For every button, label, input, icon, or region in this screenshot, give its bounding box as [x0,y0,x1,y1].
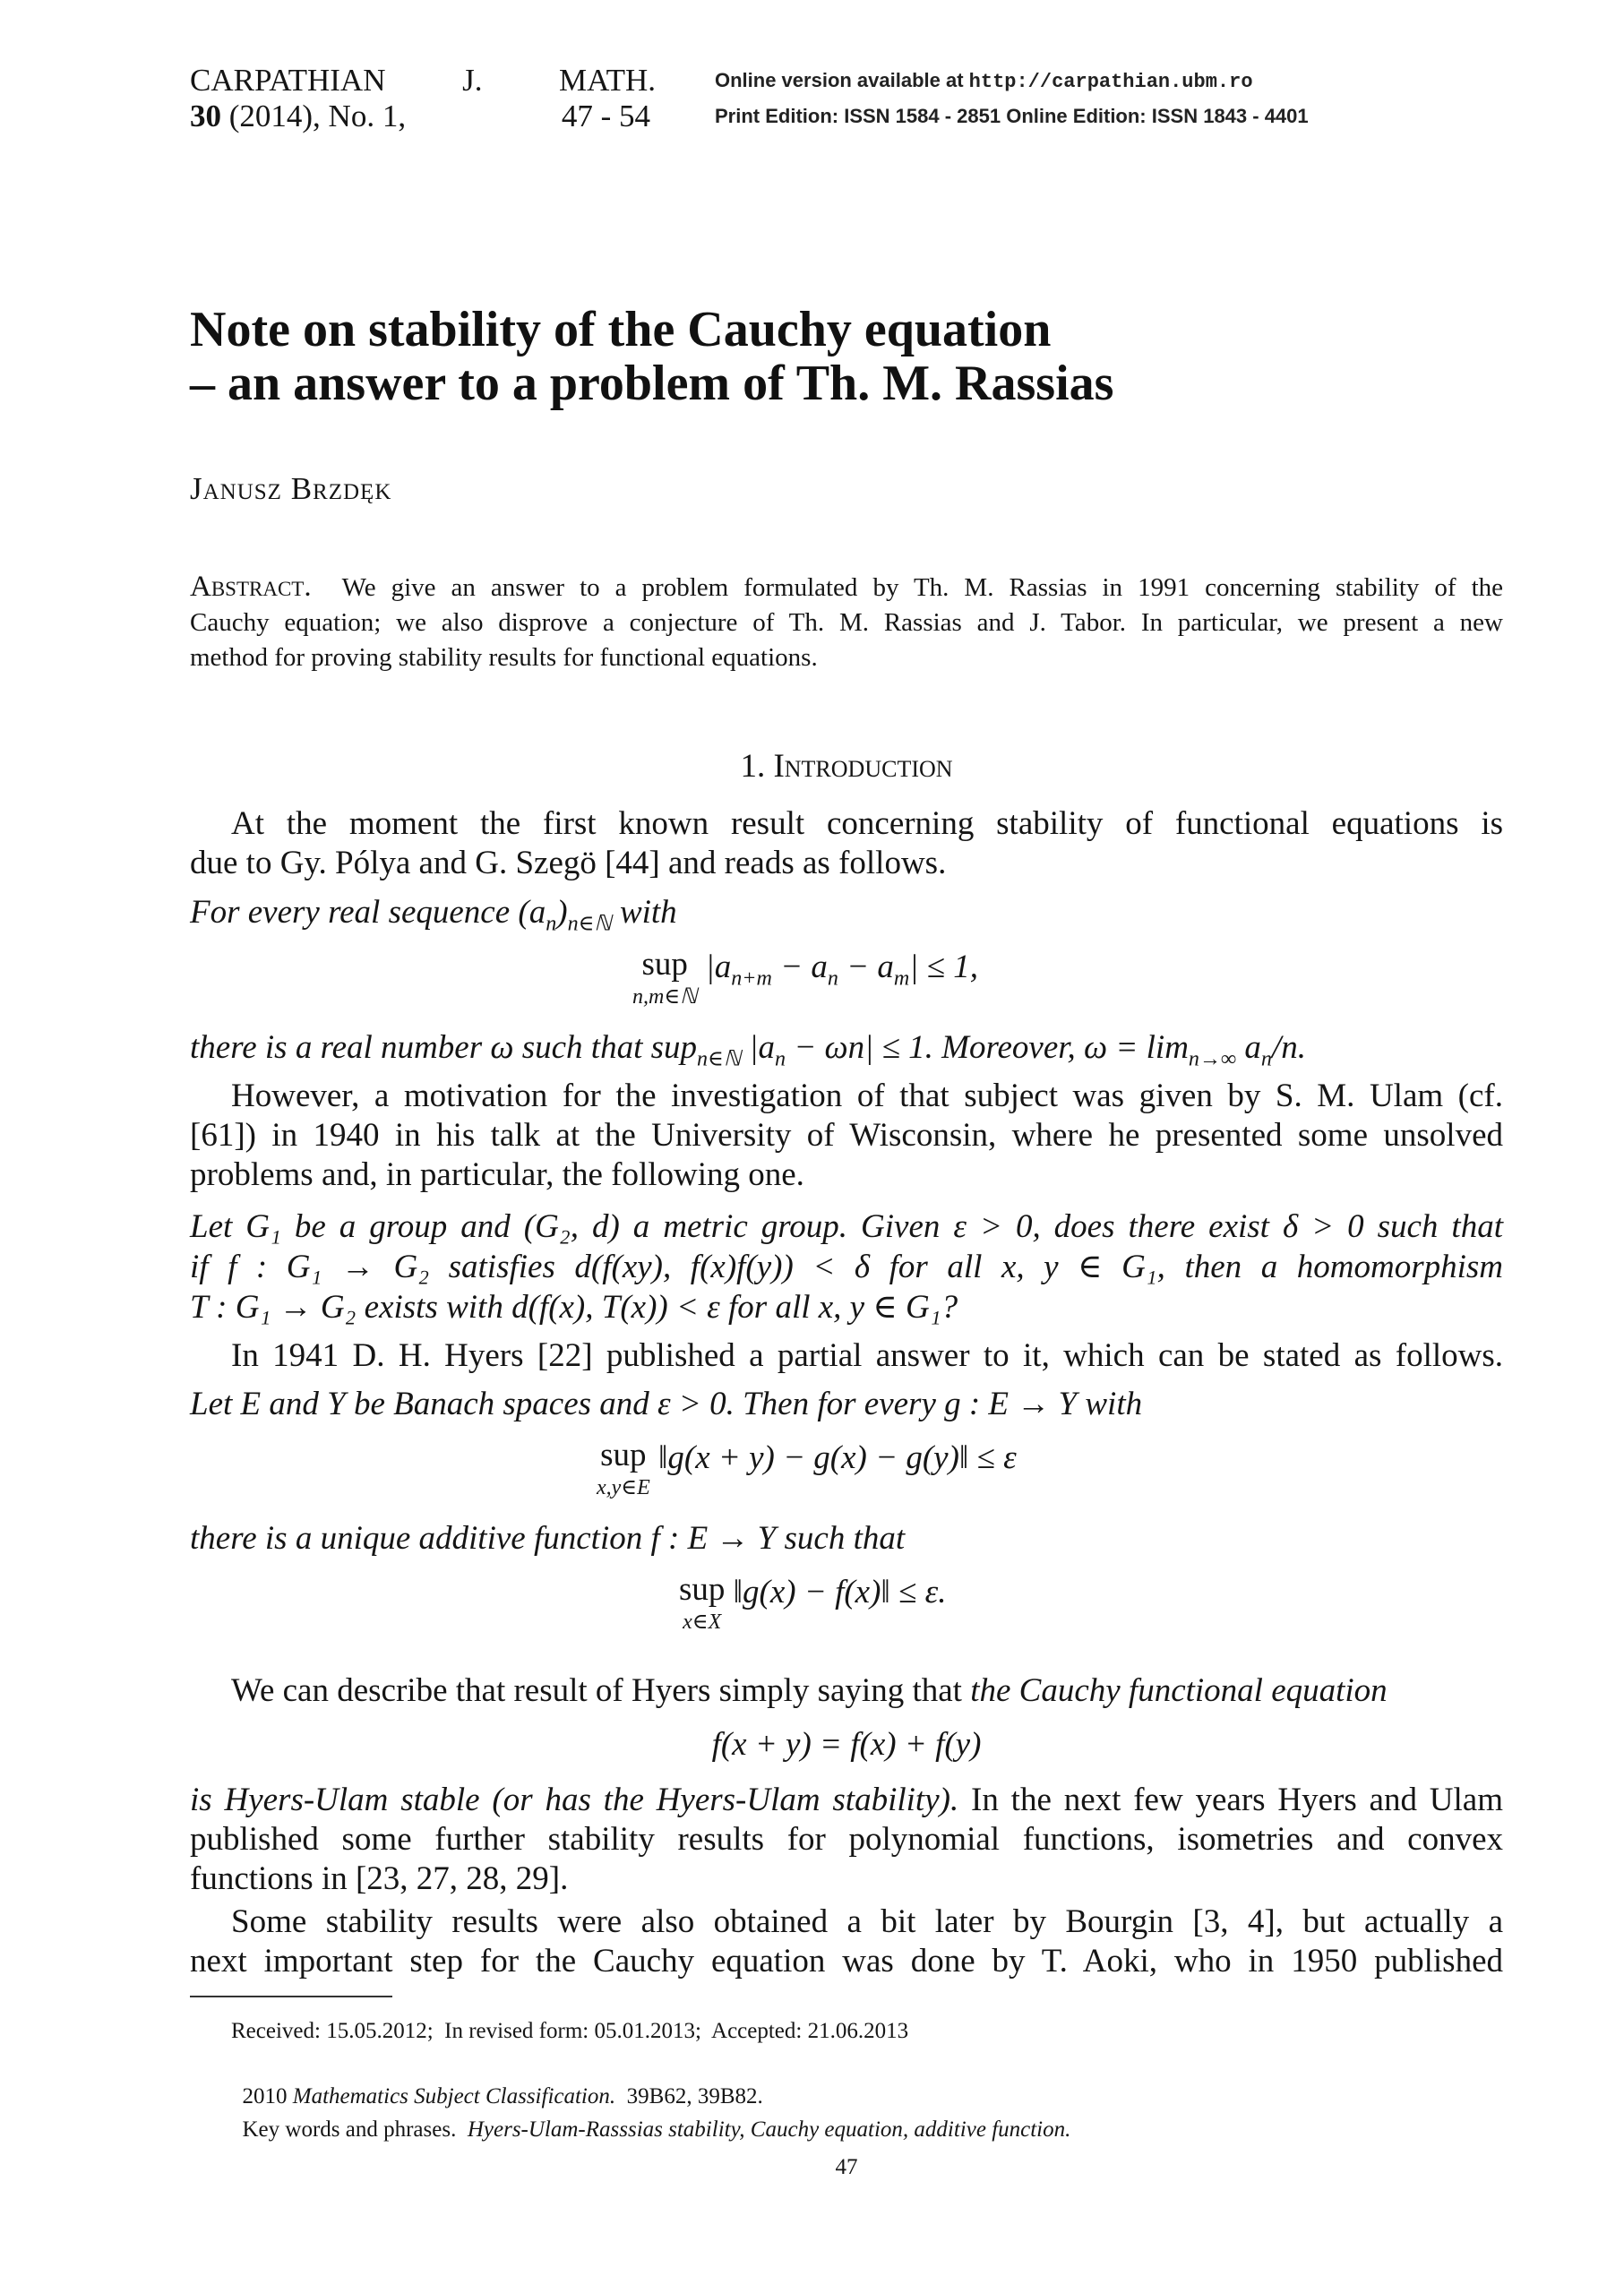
eq1-part-b: − a [771,949,828,985]
para-4 [231,1671,1388,1711]
eq1-part-d: | ≤ 1, [909,949,978,985]
footnote-divider [190,1996,392,1997]
t1c-sub-4: n [1260,1047,1272,1071]
title-line-2: – an answer to a problem of Th. M. Rassias [190,356,1114,411]
footnote-keywords [231,2082,1070,2146]
abstract-line-1 [190,570,1503,605]
online-version-line [715,64,1253,99]
online-prefix: Online version available at [715,69,969,91]
msc-codes: 39B62, 39B82. [615,2084,763,2108]
para-6-line-2: next important step for the Cauchy equation was done by T. Aoki, who in 1950 published [190,1943,1503,1980]
abstract-line-3: method for proving stability results for functional equations. [190,643,818,672]
eq1-sup-op: sup [641,946,688,983]
issn-line: Print Edition: ISSN 1584 - 2851 Online Edition: ISSN 1843 - 4401 [715,105,1309,127]
abstract-text-1: We give an answer to a problem formulated by Th. M. Rassias in 1991 concerning stability of the [341,573,1504,602]
para-6-line-1: Some stability results were also obtained a bit later by Bourgin [3, 4], but actually a [231,1903,1503,1940]
equation-4: f(x + y) = f(x) + f(y) [711,1726,982,1763]
theorem-1-intro [190,893,677,936]
para-5-italic: is Hyers-Ulam stable (or has the Hyers-Ulam stability). [190,1782,959,1818]
para-3: In 1941 D. H. Hyers [22] published a partial answer to it, which can be stated as follows. [231,1337,1503,1374]
hyers-theorem-line-2: there is a unique additive function f : E → Y such that [190,1520,906,1557]
eq2-sup-op: sup [600,1437,647,1473]
equation-1 [632,948,978,1008]
t1c-e: /n. [1271,1029,1306,1066]
t1-text-with: with [611,894,677,931]
volume-info [190,99,406,134]
para-1-line-1: At the moment the first known result concerning stability of functional equations is [231,805,1503,842]
ulam-question-line-2: if f : G₁ → G₂ satisfies d(f(xy), f(x)f(y)) < δ for all x, y ∈ G₁, then a homomorphism [190,1249,1503,1285]
abstract [190,570,1503,675]
volume-year-issue: (2014), No. 1, [221,99,407,133]
keywords-label: Key words and phrases. [242,2117,457,2142]
hyers-theorem-line-1: Let E and Y be Banach spaces and ε > 0. Then for every g : E → Y with [190,1386,1143,1422]
eq1-part-a: |a [705,949,732,985]
ulam-question-line-3: T : G₁ → G₂ exists with d(f(x), T(x)) < ε for all x, y ∈ G₁? [190,1289,958,1326]
t1c-b: |a [741,1029,776,1066]
t1c-a: there is a real number ω such that sup [190,1029,698,1066]
para-5-line-1 [190,1781,1503,1820]
eq1-sup [632,948,697,1008]
eq1-sub-2: n [827,966,838,991]
eq2-body: ‖g(x + y) − g(x) − g(y)‖ ≤ ε [657,1439,1017,1476]
eq3-sup [679,1573,725,1633]
para-5-line-2: published some further stability results for polynomial functions, isometries and convex [190,1821,1503,1858]
t1c-sub-2: n [775,1047,786,1071]
section-number: 1. [740,748,766,785]
abstract-line-2: Cauchy equation; we also disprove a conjecture of Th. M. Rassias and J. Tabor. In particular, we present a new [190,608,1503,637]
author-name: Janusz Brzdęk [190,471,392,506]
eq1-sub-1: n+m [731,966,772,991]
eq1-body [705,949,978,991]
eq1-part-c: − a [838,949,894,985]
para-1-line-2: due to Gy. Pólya and G. Szegö [44] and reads as follows. [190,845,947,881]
title-line-1: Note on stability of the Cauchy equation [190,302,1052,357]
paper-title [190,303,1516,410]
para-2-line-1: However, a motivation for the investigation of that subject was given by S. M. Ulam (cf. [231,1078,1503,1114]
t1c-d: a [1236,1029,1261,1066]
eq3-sup-limit: x∈X [683,1610,722,1634]
journal-header [190,63,656,134]
para-4-italic: the Cauchy functional equation [970,1672,1388,1709]
abstract-label: Abstract. [190,571,312,603]
online-url[interactable]: http://carpathian.ubm.ro [968,71,1253,93]
t1c-sub-1: n∈ℕ [697,1047,742,1071]
journal-word-3: MATH. [559,63,656,98]
t1-text-a: For every real sequence [190,894,519,931]
journal-word-1: CARPATHIAN [190,63,386,98]
para-4-text: We can describe that result of Hyers simply saying that [231,1672,971,1709]
para-2-line-3: problems and, in particular, the following one. [190,1156,804,1193]
equation-3 [679,1573,946,1633]
t1c-sub-3: n→∞ [1188,1047,1237,1071]
theorem-1-conclusion [190,1028,1306,1071]
para-5-line-3: functions in [23, 27, 28, 29]. [190,1860,569,1897]
journal-word-2: J. [462,63,483,98]
eq1-sup-limit: n,m∈ℕ [632,985,698,1009]
equation-2 [597,1438,1017,1499]
eq2-sup-limit: x,y∈E [597,1476,650,1499]
section-heading [190,747,1503,786]
volume-number: 30 [190,99,221,133]
para-5-text: In the next few years Hyers and Ulam [958,1782,1504,1818]
eq2-sup [597,1438,650,1499]
eq3-body: ‖g(x) − f(x)‖ ≤ ε. [733,1574,947,1610]
t1-sub-n: n [546,912,557,936]
footnote-received: Received: 15.05.2012; In revised form: 05.01.2013; Accepted: 21.06.2013 [231,2019,909,2043]
msc-year: 2010 [242,2084,293,2108]
section-title: Introduction [773,748,953,785]
keywords-list: Hyers-Ulam-Rasssias stability, Cauchy equation, additive function. [456,2117,1071,2142]
eq1-sub-3: m [893,966,910,991]
page-number: 47 [835,2155,858,2179]
journal-name [190,63,656,99]
t1-math-a: (a [518,894,546,931]
ulam-question-line-1: Let G₁ be a group and (G₂, d) a metric group. Given ε > 0, does there exist δ > 0 such that [190,1208,1503,1245]
page-range: 47 - 54 [561,99,650,133]
t1-sub-nn: n∈ℕ [567,912,612,936]
volume-line [190,99,656,134]
para-2-line-2: [61]) in 1940 in his talk at the University of Wisconsin, where he presented some unsolved [190,1117,1503,1154]
eq3-sup-op: sup [679,1571,726,1608]
t1c-c: − ωn| ≤ 1. Moreover, ω = lim [786,1029,1189,1066]
t1-math-close: ) [556,894,568,931]
msc-label: Mathematics Subject Classification. [292,2084,616,2108]
